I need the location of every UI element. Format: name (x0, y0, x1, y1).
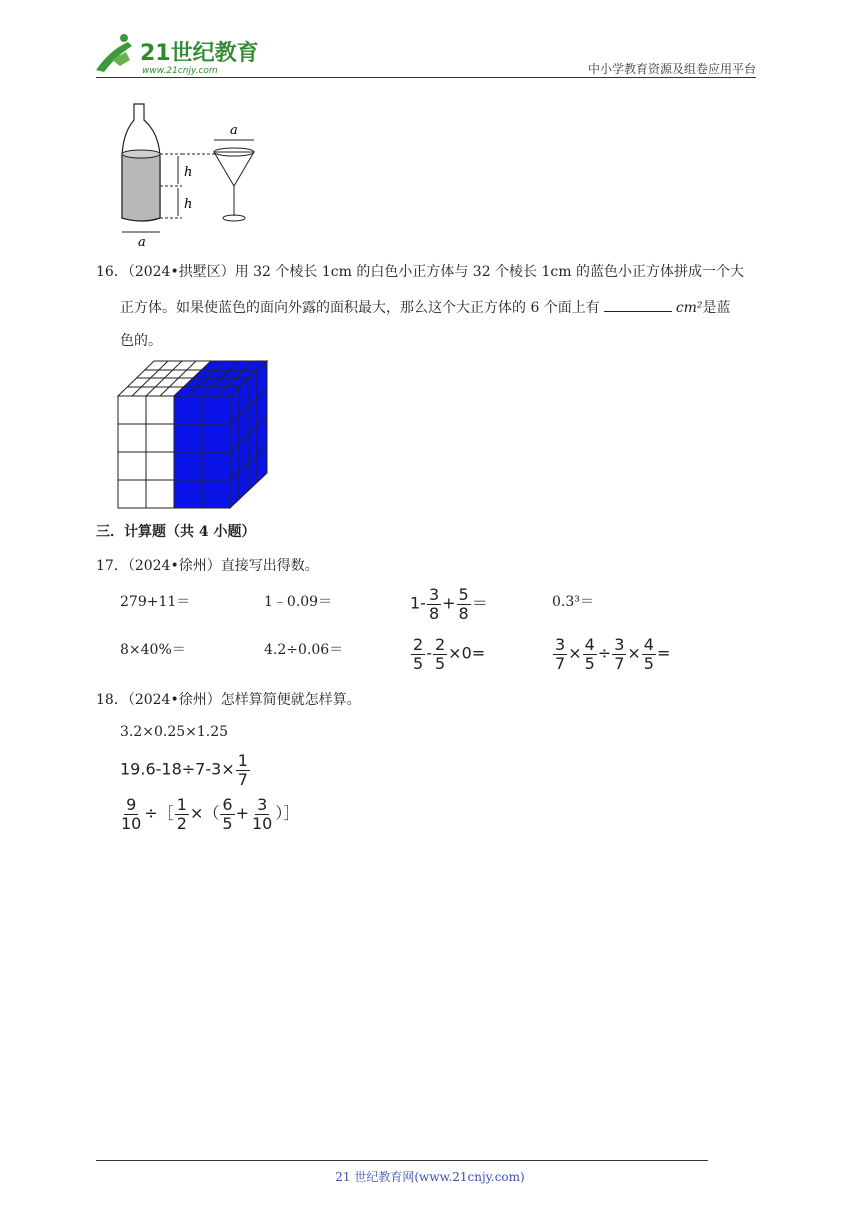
fraction: $\frac{3}{8}$ (428, 585, 440, 623)
q17-r2c4: $\frac{3}{7}$ × $\frac{4}{5}$ ÷ $\frac{3}{7}$ × $\frac{4}{5}$ = (555, 635, 671, 673)
h-label-upper: h (184, 165, 193, 180)
fraction: $\frac{4}{5}$ (643, 635, 654, 673)
q17-r1c4: 0.3³＝ (552, 594, 594, 610)
fraction: $\frac{4}{5}$ (584, 635, 595, 673)
q16-line2 (120, 292, 731, 324)
q18-expr3: $\frac{9}{10}$ ÷［ $\frac{1}{2}$ ×（ $\frac{6}{5}$ + $\frac{3}{10}$ ）］ (121, 795, 300, 833)
site-logo (92, 30, 262, 78)
fraction: $\frac{2}{5}$ (434, 635, 446, 673)
q17-r1c2: 1﹣0.09＝ (264, 594, 333, 610)
header-divider (96, 77, 756, 78)
q17-title: 17．（2024•徐州）直接写出得数。 (96, 558, 319, 574)
a-label-bottom: a (138, 235, 146, 250)
q16-line3: 色的。 (120, 333, 162, 349)
q17-r2c2: 4.2÷0.06＝ (264, 642, 344, 658)
fraction: $\frac{3}{10}$ (251, 795, 273, 833)
fraction: $\frac{1}{2}$ (176, 795, 187, 833)
fraction: $\frac{5}{8}$ (458, 585, 469, 623)
q18-title: 18．（2024•徐州）怎样算简便就怎样算。 (96, 692, 361, 708)
a-label-top: a (230, 123, 238, 138)
q17-r1c3: 1- $\frac{3}{8}$ + $\frac{5}{8}$ ＝ (410, 585, 488, 623)
fraction: $\frac{9}{10}$ (121, 795, 142, 833)
q18-expr1: 3.2×0.25×1.25 (120, 724, 229, 740)
q16-unit: cm² (675, 300, 703, 316)
section-3-title: 三．计算题（共 4 小题） (96, 524, 256, 540)
bottle-glass-figure (112, 100, 272, 254)
q17-r2c1: 8×40%＝ (120, 642, 186, 658)
fraction: $\frac{2}{5}$ (413, 635, 424, 673)
footer-link[interactable]: 21 世纪教育网(www.21cnjy.com) (335, 1170, 525, 1184)
cube-figure (116, 358, 272, 518)
q16-line2-after: 是蓝 (702, 300, 731, 316)
q16-line1: 16．（2024•拱墅区）用 32 个棱长 1cm 的白色小正方体与 32 个棱长 1cm 的蓝色小正方体拼成一个大 (96, 264, 744, 280)
fraction: $\frac{6}{5}$ (222, 795, 233, 833)
h-label-lower: h (184, 197, 193, 212)
logo-text: 21世纪教育 (140, 41, 259, 66)
fraction: $\frac{3}{7}$ (555, 635, 566, 673)
logo-url: www.21cnjy.com (142, 66, 218, 76)
answer-blank[interactable] (604, 297, 672, 312)
fraction: $\frac{3}{7}$ (614, 635, 625, 673)
q18-expr2: 19.6-18÷7-3× $\frac{1}{7}$ (120, 751, 248, 789)
q17-r1c1: 279+11＝ (120, 594, 191, 610)
q16-line2-text: 正方体。如果使蓝色的面向外露的面积最大，那么这个大正方体的 6 个面上有 (120, 300, 600, 316)
fraction: $\frac{1}{7}$ (237, 751, 248, 789)
header-platform-text: 中小学教育资源及组卷应用平台 (587, 62, 756, 76)
q17-r2c3: $\frac{2}{5}$ - $\frac{2}{5}$ ×0= (413, 635, 486, 673)
footer-divider (96, 1160, 708, 1161)
